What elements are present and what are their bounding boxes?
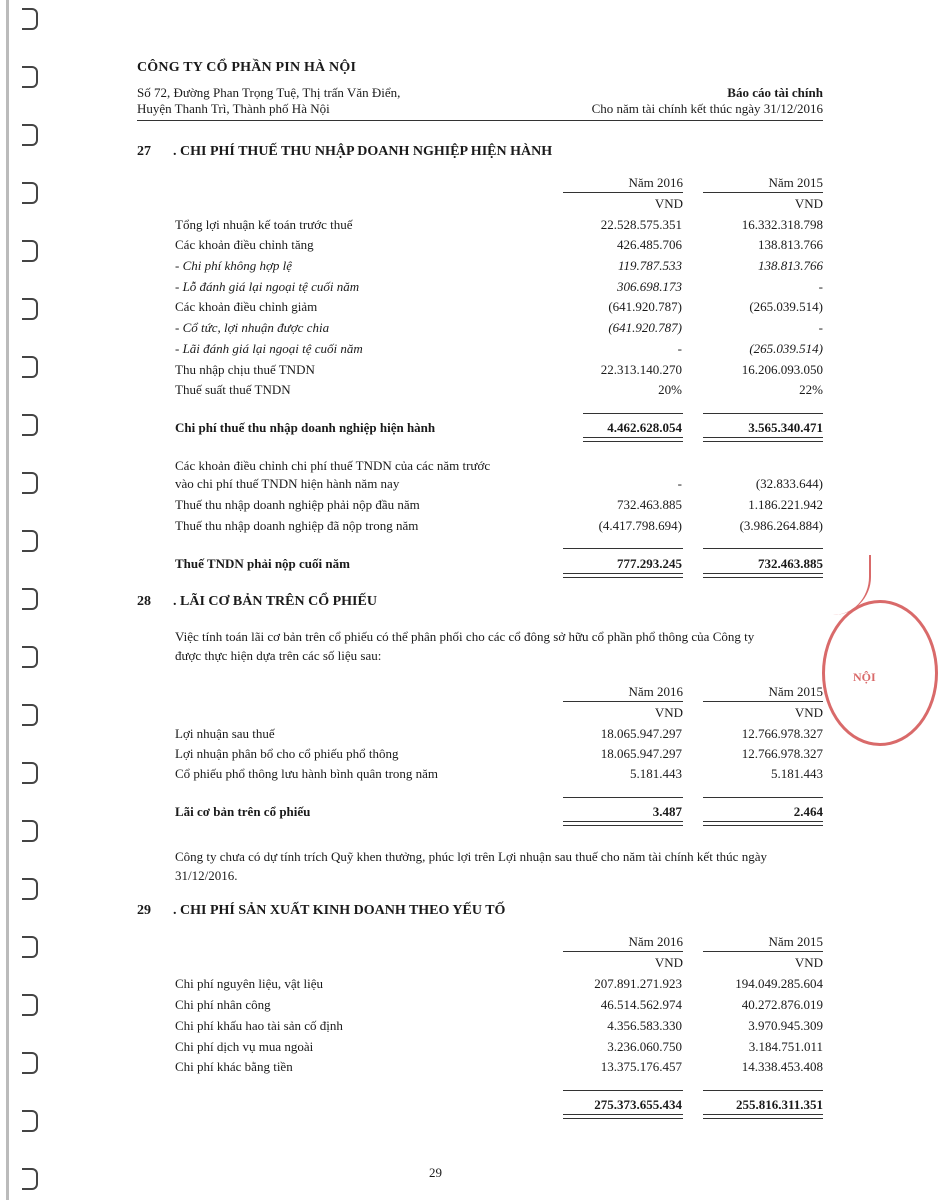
binding-ring [22, 472, 38, 494]
value-2016: (641.920.787) [608, 320, 682, 335]
value-2016: (4.417.798.694) [598, 518, 682, 533]
binding-spine [6, 0, 9, 1200]
row-label: Chi phí khấu hao tài sản cố định [175, 1018, 343, 1033]
section-title: . CHI PHÍ SẢN XUẤT KINH DOANH THEO YẾU TỐ [173, 903, 506, 918]
paragraph-line: Việc tính toán lãi cơ bản trên cổ phiếu có thể phân phối cho các cổ đông sở hữu cổ phần phổ thông của Công ty [175, 629, 755, 644]
company-address-line2: Huyện Thanh Trì, Thành phố Hà Nội [137, 101, 330, 116]
double-underline [563, 821, 683, 826]
binding-ring [22, 588, 38, 610]
col-rule [563, 701, 683, 702]
value-2016: 18.065.947.297 [600, 746, 682, 761]
value-2016: - [677, 476, 682, 491]
total-top-rule [703, 413, 823, 414]
col-header-2016: Năm 2016 [628, 684, 683, 699]
table-row [175, 997, 823, 1015]
row-label: - Cổ tức, lợi nhuận được chia [175, 320, 330, 335]
table-row [175, 237, 823, 255]
table-row [175, 362, 823, 380]
row-label: Tổng lợi nhuận kế toán trước thuế [175, 217, 353, 232]
page-number: 29 [429, 1165, 442, 1180]
value-2016: - [677, 341, 682, 356]
value-2015: 138.813.766 [758, 258, 823, 273]
table-row [175, 458, 823, 476]
table-row [175, 518, 823, 536]
binding-ring [22, 356, 38, 378]
table-row [175, 1059, 823, 1077]
value-2015: 2.464 [793, 804, 823, 819]
value-2015: 12.766.978.327 [741, 726, 823, 741]
total-top-rule [703, 548, 823, 549]
col-header-2015: Năm 2015 [768, 175, 823, 190]
table-row [175, 258, 823, 276]
table-row [175, 766, 823, 784]
value-2015: 3.184.751.011 [748, 1039, 823, 1054]
value-2016: 777.293.245 [617, 556, 682, 571]
header-rule [137, 120, 823, 121]
col-rule [563, 951, 683, 952]
paragraph-line: được thực hiện dựa trên các số liệu sau: [175, 648, 382, 663]
row-label: Thuế TNDN phải nộp cuối năm [175, 556, 350, 571]
double-underline [583, 437, 683, 442]
binding-ring [22, 762, 38, 784]
value-2016: 732.463.885 [617, 497, 682, 512]
row-label: Thuế thu nhập doanh nghiệp đã nộp trong năm [175, 518, 419, 533]
row-label: Chi phí nguyên liệu, vật liệu [175, 976, 324, 991]
double-underline [703, 437, 823, 442]
binding-ring [22, 530, 38, 552]
table-row [175, 320, 823, 338]
value-2016: 426.485.706 [617, 237, 682, 252]
row-label: vào chi phí thuế TNDN hiện hành năm nay [175, 476, 400, 491]
total-row [175, 1097, 823, 1115]
table-row [175, 726, 823, 744]
section-number: 28 [137, 594, 151, 609]
table-row [175, 382, 823, 400]
value-2016: 22.528.575.351 [600, 217, 682, 232]
row-label: Thu nhập chịu thuế TNDN [175, 362, 315, 377]
value-2015: 1.186.221.942 [748, 497, 823, 512]
unit-label: VND [794, 196, 823, 211]
value-2016: 5.181.443 [630, 766, 682, 781]
binding-ring [22, 1052, 38, 1074]
section-27-heading [137, 144, 552, 160]
double-underline [703, 573, 823, 578]
value-2016: 4.356.583.330 [607, 1018, 682, 1033]
value-2016: 3.236.060.750 [607, 1039, 682, 1054]
table-row [175, 279, 823, 297]
report-period: Cho năm tài chính kết thúc ngày 31/12/2016 [591, 101, 823, 116]
value-2015: 22% [799, 382, 823, 397]
value-2016: 3.487 [652, 804, 682, 819]
value-2016: 18.065.947.297 [600, 726, 682, 741]
table-row [175, 497, 823, 515]
value-2015: - [818, 320, 823, 335]
table-row [175, 1039, 823, 1057]
section-title: . LÃI CƠ BẢN TRÊN CỔ PHIẾU [173, 594, 377, 609]
row-label: Thuế suất thuế TNDN [175, 382, 291, 397]
value-2016: 275.373.655.434 [594, 1097, 682, 1112]
spiral-binding [0, 0, 40, 1200]
col-rule [703, 951, 823, 952]
value-2015: 16.206.093.050 [741, 362, 823, 377]
binding-ring [22, 298, 38, 320]
binding-ring [22, 994, 38, 1016]
row-label: Chi phí thuế thu nhập doanh nghiệp hiện hành [175, 420, 436, 435]
company-address-line1: Số 72, Đường Phan Trọng Tuệ, Thị trấn Văn Điển, [137, 85, 401, 100]
value-2015: 3.565.340.471 [748, 420, 823, 435]
value-2015: (32.833.644) [755, 476, 823, 491]
double-underline [563, 1114, 683, 1119]
total-top-rule [703, 1090, 823, 1091]
double-underline [703, 1114, 823, 1119]
row-label: - Chi phí không hợp lệ [175, 258, 293, 273]
seal-text: NỘI [853, 670, 876, 684]
binding-ring [22, 936, 38, 958]
unit-label: VND [654, 705, 683, 720]
paragraph [175, 627, 825, 665]
value-2015: 732.463.885 [758, 556, 823, 571]
table-row [175, 1018, 823, 1036]
row-label: Các khoản điều chỉnh tăng [175, 237, 314, 252]
col-rule [563, 192, 683, 193]
binding-ring [22, 124, 38, 146]
note-paragraph [175, 847, 825, 885]
table-row [175, 217, 823, 235]
value-2015: 194.049.285.604 [735, 976, 823, 991]
binding-ring [22, 8, 38, 30]
value-2015: 14.338.453.408 [741, 1059, 823, 1074]
total-top-rule [563, 548, 683, 549]
total-row [175, 420, 823, 438]
section-28-heading [137, 594, 377, 610]
value-2015: 138.813.766 [758, 237, 823, 252]
row-label: Thuế thu nhập doanh nghiệp phải nộp đầu năm [175, 497, 420, 512]
total-top-rule [563, 1090, 683, 1091]
value-2015: 16.332.318.798 [741, 217, 823, 232]
row-label: Lợi nhuận phân bổ cho cổ phiếu phổ thông [175, 746, 399, 761]
row-label: Cổ phiếu phổ thông lưu hành bình quân trong năm [175, 766, 439, 781]
total-top-rule [583, 413, 683, 414]
section-number: 27 [137, 144, 151, 159]
row-label: - Lỗ đánh giá lại ngoại tệ cuối năm [175, 279, 360, 294]
unit-label: VND [794, 705, 823, 720]
company-seal [822, 600, 938, 746]
section-title: . CHI PHÍ THUẾ THU NHẬP DOANH NGHIỆP HIỆN HÀNH [173, 144, 553, 159]
table-row [175, 746, 823, 764]
binding-ring [22, 878, 38, 900]
section-29-heading [137, 903, 505, 919]
unit-label: VND [654, 196, 683, 211]
row-label: Các khoản điều chỉnh giảm [175, 299, 318, 314]
company-name: CÔNG TY CỔ PHẦN PIN HÀ NỘI [137, 60, 357, 75]
col-rule [703, 701, 823, 702]
section-number: 29 [137, 903, 151, 918]
row-label: Chi phí nhân công [175, 997, 271, 1012]
col-header-2016: Năm 2016 [628, 175, 683, 190]
total-top-rule [563, 797, 683, 798]
binding-ring [22, 704, 38, 726]
paragraph-line: 31/12/2016. [175, 868, 238, 883]
unit-label: VND [794, 955, 823, 970]
value-2015: 12.766.978.327 [741, 746, 823, 761]
value-2015: 255.816.311.351 [735, 1097, 823, 1112]
col-header-2016: Năm 2016 [628, 934, 683, 949]
row-label: Các khoản điều chỉnh chi phí thuế TNDN của các năm trước [175, 458, 491, 473]
col-header-2015: Năm 2015 [768, 684, 823, 699]
row-label: Lợi nhuận sau thuế [175, 726, 275, 741]
row-label: Lãi cơ bản trên cổ phiếu [175, 804, 311, 819]
table-row [175, 976, 823, 994]
col-header-2015: Năm 2015 [768, 934, 823, 949]
binding-ring [22, 414, 38, 436]
total-row [175, 804, 823, 822]
value-2016: 306.698.173 [617, 279, 682, 294]
double-underline [703, 821, 823, 826]
total-top-rule [703, 797, 823, 798]
value-2016: 13.375.176.457 [600, 1059, 682, 1074]
value-2015: (3.986.264.884) [739, 518, 823, 533]
value-2016: 207.891.271.923 [594, 976, 682, 991]
table-row [175, 299, 823, 317]
row-label: Chi phí dịch vụ mua ngoài [175, 1039, 314, 1054]
unit-label: VND [654, 955, 683, 970]
value-2015: 3.970.945.309 [748, 1018, 823, 1033]
value-2016: 46.514.562.974 [600, 997, 682, 1012]
binding-ring [22, 182, 38, 204]
value-2016: 119.787.533 [617, 258, 682, 273]
table-row [175, 476, 823, 494]
value-2015: (265.039.514) [749, 299, 823, 314]
paragraph-line: Công ty chưa có dự tính trích Quỹ khen thưởng, phúc lợi trên Lợi nhuận sau thuế cho năm tài chính kết thúc ngày [175, 849, 767, 864]
table-row [175, 341, 823, 359]
binding-ring [22, 820, 38, 842]
double-underline [563, 573, 683, 578]
value-2016: 4.462.628.054 [607, 420, 682, 435]
value-2016: 20% [658, 382, 682, 397]
value-2015: - [818, 279, 823, 294]
row-label: Chi phí khác bằng tiền [175, 1059, 293, 1074]
binding-ring [22, 240, 38, 262]
value-2015: (265.039.514) [749, 341, 823, 356]
col-rule [703, 192, 823, 193]
value-2016: 22.313.140.270 [600, 362, 682, 377]
binding-ring [22, 646, 38, 668]
binding-ring [22, 1110, 38, 1132]
row-label: - Lãi đánh giá lại ngoại tệ cuối năm [175, 341, 363, 356]
report-title: Báo cáo tài chính [727, 85, 823, 100]
value-2015: 5.181.443 [771, 766, 823, 781]
binding-ring [22, 66, 38, 88]
total-row [175, 556, 823, 574]
value-2015: 40.272.876.019 [741, 997, 823, 1012]
value-2016: (641.920.787) [608, 299, 682, 314]
